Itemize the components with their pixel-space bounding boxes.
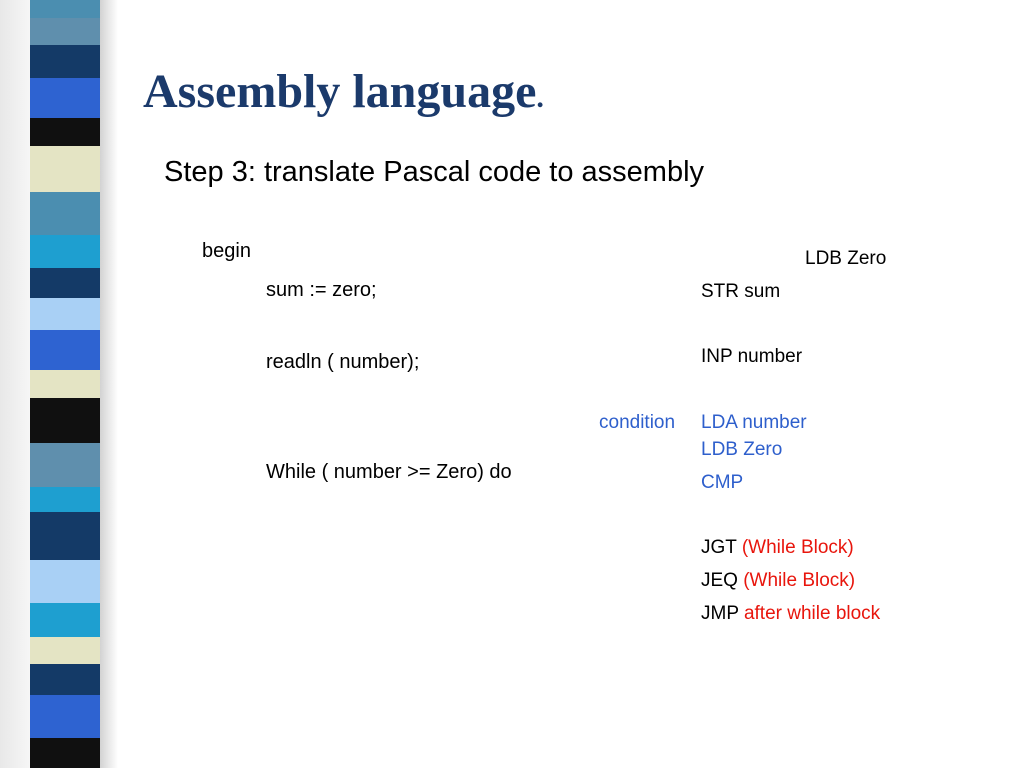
condition-label: condition [599, 412, 676, 433]
strip-band [30, 0, 100, 18]
strip-band [30, 560, 100, 603]
asm-jeq-op: JEQ [701, 570, 738, 591]
pascal-line-while: While ( number >= Zero) do [266, 461, 512, 483]
strip-band [30, 664, 100, 695]
step-heading: Step 3: translate Pascal code to assembly [164, 156, 705, 188]
strip-band [30, 78, 100, 118]
slide-title-period: . [536, 81, 544, 114]
strip-band [30, 487, 100, 512]
pascal-line-sum-assign: sum := zero; [266, 279, 377, 301]
asm-jgt-target: (While Block) [741, 537, 854, 558]
asm-ldb-zero-top: LDB Zero [805, 248, 887, 269]
strip-band [30, 330, 100, 370]
strip-band [30, 603, 100, 637]
strip-band [30, 398, 100, 443]
strip-band [30, 370, 100, 398]
asm-cmp: CMP [701, 472, 744, 493]
pascal-begin: begin [202, 240, 251, 262]
strip-band [30, 118, 100, 146]
strip-band [30, 235, 100, 268]
pascal-line-readln: readln ( number); [266, 351, 420, 373]
strip-band [30, 738, 100, 768]
asm-inp-number: INP number [701, 346, 803, 367]
asm-jmp-target: after while block [743, 603, 881, 624]
strip-band [30, 298, 100, 330]
strip-band [30, 146, 100, 192]
slide-title [143, 62, 544, 128]
strip-band [30, 512, 100, 560]
decorative-striped-band [30, 0, 100, 768]
asm-str-sum: STR sum [701, 281, 781, 302]
strip-band [30, 637, 100, 664]
strip-band [30, 192, 100, 235]
strip-band [30, 268, 100, 298]
strip-band [30, 45, 100, 78]
asm-lda-number: LDA number [701, 412, 807, 433]
strip-band [30, 695, 100, 738]
asm-jmp-line [701, 602, 880, 625]
strip-background [0, 0, 30, 768]
asm-jeq-line [701, 569, 855, 592]
asm-jeq-target: (While Block) [743, 570, 856, 591]
asm-jgt-line [701, 536, 854, 559]
strip-band [30, 443, 100, 487]
asm-ldb-zero: LDB Zero [701, 439, 783, 460]
asm-jgt-op: JGT [701, 537, 737, 558]
strip-band [30, 18, 100, 45]
slide-title-text: Assembly language [143, 65, 537, 118]
asm-jmp-op: JMP [701, 603, 739, 624]
